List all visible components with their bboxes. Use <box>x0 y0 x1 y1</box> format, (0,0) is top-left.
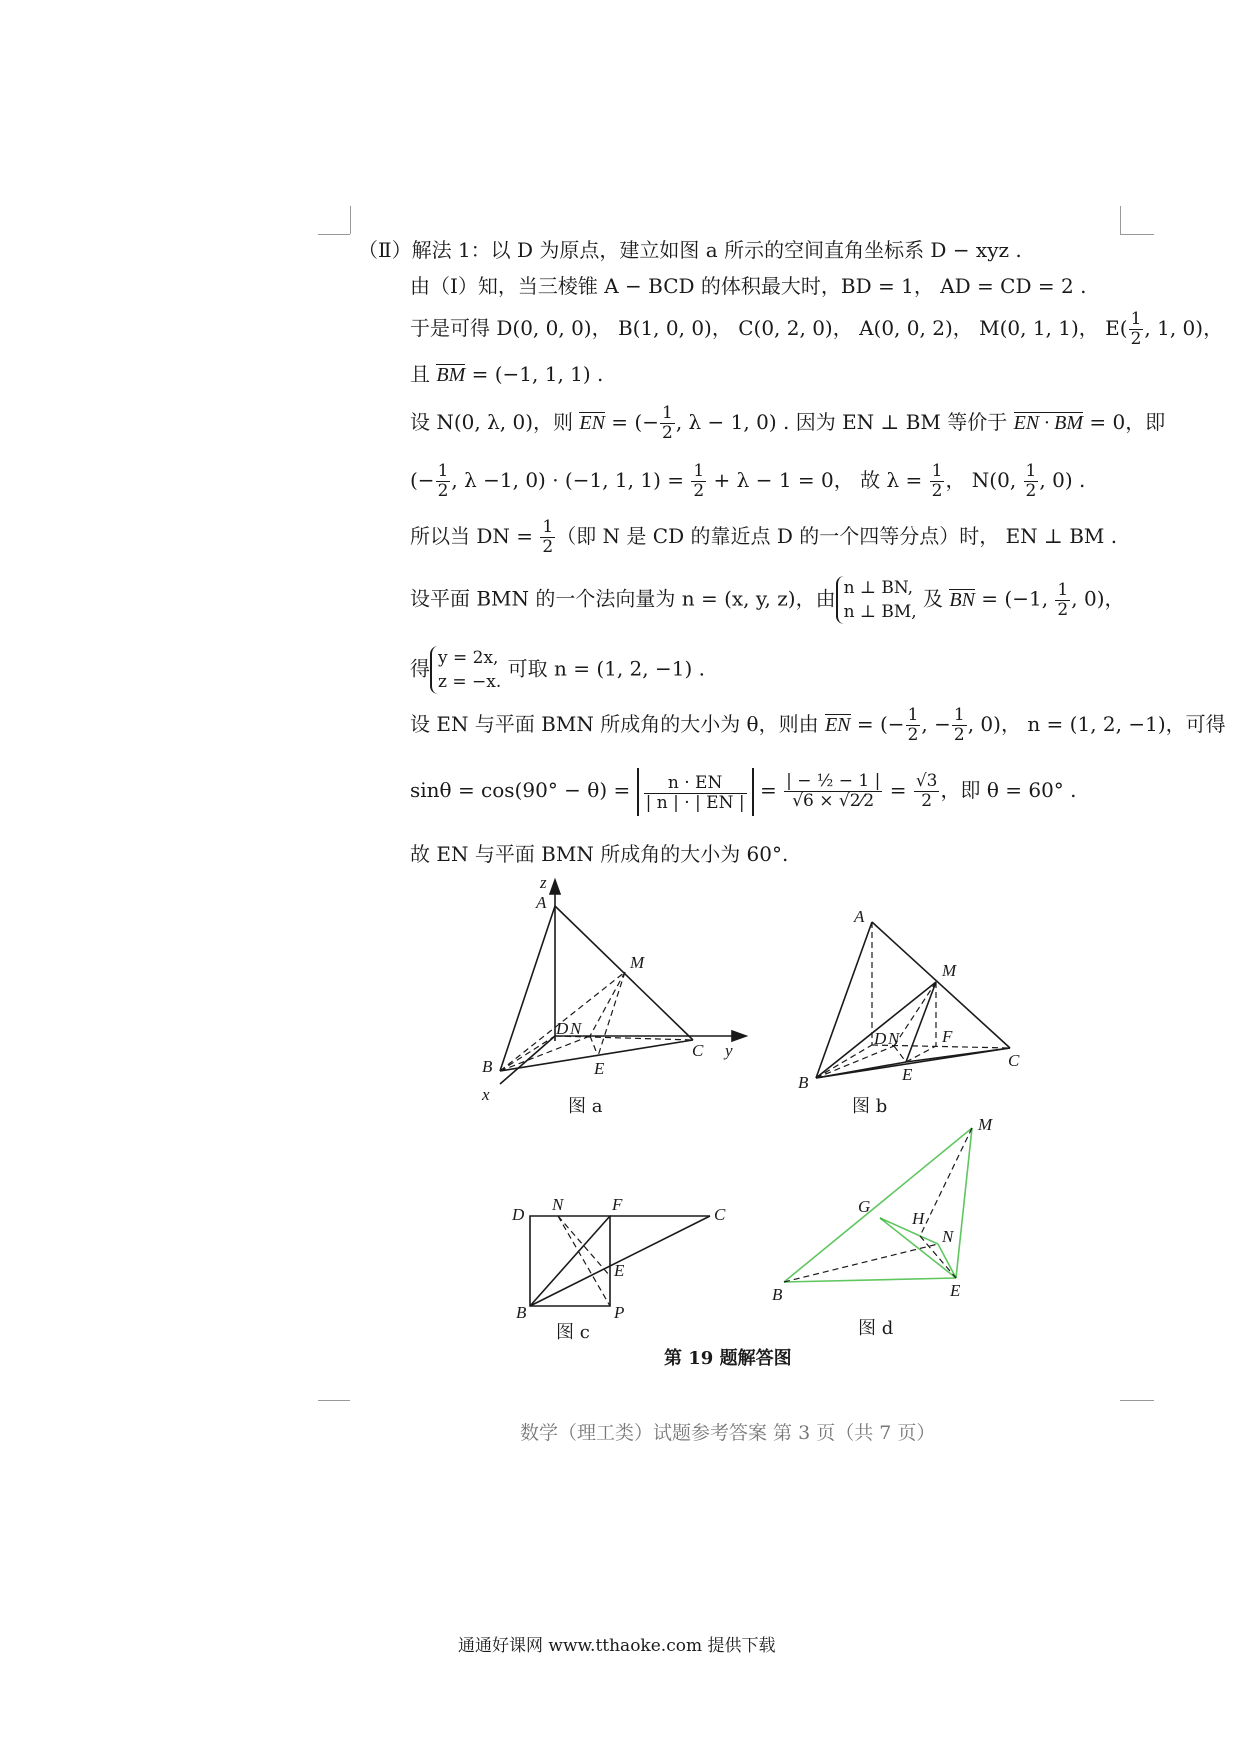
label-D: D <box>556 1019 569 1038</box>
numerator: 1 <box>1025 461 1037 481</box>
line-angle-setup <box>410 706 1226 745</box>
line-normal-result <box>410 646 705 694</box>
fraction <box>914 772 940 811</box>
fraction <box>784 772 882 811</box>
numerator: 1 <box>1130 309 1142 329</box>
denominator: 2 <box>907 725 919 745</box>
label-F: F <box>612 1196 623 1214</box>
line-set-n <box>410 404 1165 443</box>
vector-bn: BN <box>949 588 975 611</box>
crop-mark <box>318 1400 350 1401</box>
label-B: B <box>482 1057 493 1076</box>
numerator: 1 <box>661 403 673 423</box>
crop-mark <box>318 234 350 235</box>
text: 设平面 BMN 的一个法向量为 n = (x, y, z)，由 <box>410 586 836 611</box>
solution-heading: （Ⅱ）解法 1：以 D 为原点，建立如图 a 所示的空间直角坐标系 D − xyz . <box>358 238 1022 262</box>
denominator: | n | · | EN | <box>645 792 745 813</box>
label-B: B <box>516 1303 527 1322</box>
line-conclusion: 故 EN 与平面 BMN 所成角的大小为 60°. <box>410 842 789 866</box>
line-sine-formula <box>410 766 1077 816</box>
label-z: z <box>540 876 547 892</box>
label-M: M <box>942 961 957 980</box>
line-dn-quarter <box>410 518 1117 557</box>
text: , λ − 1, 0) . 因为 EN ⊥ BM 等价于 <box>675 410 1014 434</box>
download-credit: 通通好课网 www.tthaoke.com 提供下载 <box>458 1636 776 1656</box>
label-B: B <box>772 1285 783 1304</box>
figure-b <box>796 900 1036 1100</box>
figure-c <box>510 1196 740 1326</box>
fraction <box>930 462 945 501</box>
label-N: N <box>888 1029 900 1048</box>
fraction <box>660 404 675 443</box>
line-normal-vector <box>410 576 1125 624</box>
text: , λ −1, 0) · (−1, 1, 1) = <box>451 468 691 492</box>
text: 得 <box>410 656 430 681</box>
text: sinθ = cos(90° − θ) = <box>410 778 637 802</box>
numerator: 1 <box>931 461 943 481</box>
text: ， N(0, <box>945 468 1023 492</box>
fraction <box>906 706 921 745</box>
text: , 0) . <box>1039 468 1086 492</box>
equation-system <box>430 646 501 694</box>
denominator: 2 <box>931 481 943 501</box>
label-E: E <box>950 1281 961 1300</box>
system-row: z = −x. <box>438 672 502 692</box>
caption-figure-a: 图 a <box>568 1096 603 1117</box>
text: 设 EN 与平面 BMN 所成角的大小为 θ，则由 <box>410 712 825 736</box>
crop-mark <box>1120 234 1154 235</box>
line-vector-bm <box>410 360 603 388</box>
label-H: H <box>912 1209 925 1228</box>
label-N: N <box>942 1227 954 1246</box>
fraction <box>1024 462 1039 501</box>
label-E: E <box>614 1261 625 1280</box>
label-C: C <box>692 1041 704 1060</box>
label-C: C <box>1008 1051 1020 1070</box>
label-E: E <box>902 1065 913 1084</box>
vector-en: EN <box>824 714 851 736</box>
denominator: 2 <box>542 537 554 557</box>
text: 设 N(0, λ, 0)，则 <box>410 410 580 434</box>
denominator: 2 <box>1130 329 1142 349</box>
label-A: A <box>536 893 547 912</box>
text: = (− <box>604 410 659 434</box>
text: 于是可得 D(0, 0, 0)， B(1, 0, 0)， C(0, 2, 0)， A(0, 0, 2)， M(0, 1, 1)， E( <box>410 316 1128 340</box>
numerator: 1 <box>693 461 705 481</box>
system-row: n ⊥ BN, <box>843 578 914 598</box>
denominator: 2 <box>921 791 933 811</box>
text: 所以当 DN = <box>410 524 540 548</box>
figure-d <box>772 1116 1012 1316</box>
label-A: A <box>854 907 865 926</box>
crop-mark <box>1120 1400 1154 1401</box>
label-M: M <box>630 953 645 972</box>
fraction <box>540 518 555 557</box>
vector-dot: EN · BM <box>1013 412 1084 434</box>
line-solve-lambda <box>410 462 1085 501</box>
fraction <box>644 774 747 813</box>
text: = 0，即 <box>1083 410 1166 434</box>
text: = (− <box>850 712 905 736</box>
line-coordinates <box>410 310 1223 349</box>
label-y: y <box>725 1041 733 1060</box>
fraction <box>691 462 706 501</box>
system-row: n ⊥ BM, <box>843 602 917 622</box>
crop-mark <box>1120 206 1121 234</box>
text: = (−1, 1, 1) . <box>465 362 604 386</box>
page-footer: 数学（理工类）试题参考答案 第 3 页（共 7 页） <box>520 1422 936 1444</box>
label-G: G <box>858 1197 871 1216</box>
label-M: M <box>978 1116 993 1134</box>
label-C: C <box>714 1205 726 1224</box>
caption-figure-d: 图 d <box>858 1318 894 1339</box>
text: , 0)， <box>1071 586 1125 611</box>
numerator: n · EN <box>644 774 747 794</box>
label-B: B <box>798 1073 809 1092</box>
denominator: √6 × √2⁄2 <box>792 791 875 811</box>
denominator: 2 <box>661 423 673 443</box>
label-D: D <box>874 1029 887 1048</box>
text: = <box>753 778 784 802</box>
label-N: N <box>552 1196 564 1214</box>
label-N: N <box>570 1019 582 1038</box>
numerator: 1 <box>437 461 449 481</box>
numerator: 1 <box>907 705 919 725</box>
fraction <box>952 706 967 745</box>
denominator: 2 <box>953 725 965 745</box>
text: (− <box>410 468 435 492</box>
crop-mark <box>350 206 351 234</box>
text: = (−1, <box>974 586 1055 611</box>
text: , 0)， n = (1, 2, −1)，可得 <box>967 712 1226 736</box>
line-volume-max: 由（Ⅰ）知，当三棱锥 A − BCD 的体积最大时，BD = 1， AD = CD = 2 . <box>410 274 1087 298</box>
denominator: 2 <box>693 481 705 501</box>
text: （即 N 是 CD 的靠近点 D 的一个四等分点）时， EN ⊥ BM . <box>556 524 1118 548</box>
vector-en: EN <box>579 412 605 434</box>
figure-title: 第 19 题解答图 <box>664 1348 792 1369</box>
text: = <box>883 778 913 802</box>
vector-bm: BM <box>436 364 466 386</box>
numerator: | − ½ − 1 | <box>786 771 881 791</box>
equation-system <box>836 576 917 624</box>
numerator: √3 <box>915 771 938 791</box>
label-P: P <box>614 1303 625 1322</box>
caption-figure-b: 图 b <box>852 1096 888 1117</box>
text: , 1, 0)， <box>1144 316 1224 340</box>
numerator: 1 <box>542 517 554 537</box>
figure-a <box>470 876 750 1126</box>
text: ，即 θ = 60° . <box>940 778 1077 802</box>
system-row: y = 2x, <box>438 648 499 668</box>
denominator: 2 <box>437 481 449 501</box>
caption-figure-c: 图 c <box>556 1322 590 1343</box>
text: , − <box>921 712 951 736</box>
numerator: 1 <box>953 705 965 725</box>
text: + λ − 1 = 0， 故 λ = <box>707 468 929 492</box>
text: 及 <box>923 586 950 611</box>
absolute-value <box>637 768 754 816</box>
fraction <box>1129 310 1144 349</box>
denominator: 2 <box>1057 599 1069 620</box>
numerator: 1 <box>1057 579 1069 600</box>
label-x: x <box>482 1085 490 1104</box>
text: 可取 n = (1, 2, −1) . <box>507 656 706 681</box>
label-D: D <box>512 1205 525 1224</box>
label-F: F <box>942 1027 953 1046</box>
label-E: E <box>594 1059 605 1078</box>
denominator: 2 <box>1025 481 1037 501</box>
text: 且 <box>410 362 437 386</box>
fraction <box>436 462 451 501</box>
fraction <box>1055 581 1070 620</box>
